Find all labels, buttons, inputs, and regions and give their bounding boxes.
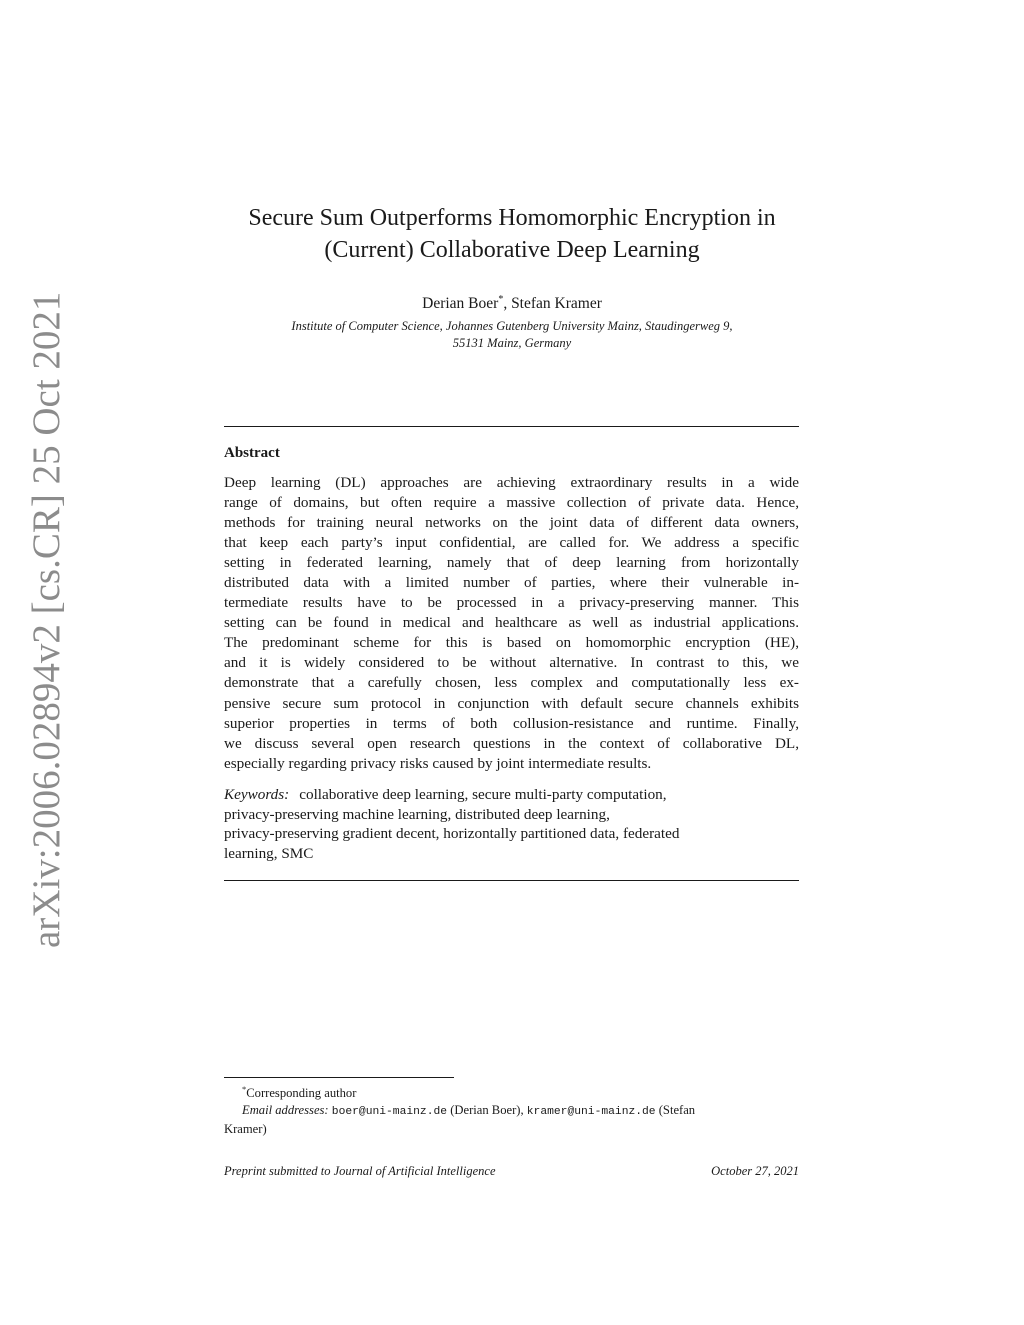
abstract-line: and it is widely considered to be without alternative. In contrast to this, we: [224, 654, 799, 672]
abstract-line: pensive secure sum protocol in conjunction with default secure channels exhibits: [224, 694, 799, 712]
abstract-heading: Abstract: [224, 445, 280, 461]
paper-title: [200, 202, 824, 266]
keywords-line: [224, 785, 799, 805]
email-label: Email addresses:: [242, 1103, 329, 1118]
author-stefan-kramer: , Stefan Kramer: [503, 295, 602, 313]
footnote-corresponding-text: Corresponding author: [246, 1086, 357, 1101]
footnote-marker: *: [242, 1084, 247, 1094]
preprint-date: October 27, 2021: [711, 1164, 799, 1178]
email-name-boer: (Derian Boer),: [447, 1103, 527, 1118]
footnote-continuation: Kramer): [224, 1122, 267, 1137]
keywords-line: learning, SMC: [224, 844, 314, 862]
email-link-kramer[interactable]: kramer@uni-mainz.de: [526, 1106, 656, 1119]
abstract-line: The predominant scheme for this is based on homomorphic encryption (HE),: [224, 634, 799, 652]
abstract-body: [224, 473, 799, 774]
footnote-emails: [224, 1102, 799, 1121]
affiliation-line-1: Institute of Computer Science, Johannes Gutenberg University Mainz, Staudingerweg 9,: [291, 319, 733, 333]
footnote-rule: [224, 1077, 454, 1078]
preprint-note: Preprint submitted to Journal of Artificial Intelligence: [224, 1164, 496, 1178]
abstract-line: Deep learning (DL) approaches are achieving extraordinary results in a wide: [224, 474, 799, 491]
abstract-line: termediate results have to be processed in a privacy-preserving manner. This: [224, 594, 799, 612]
abstract-line: distributed data with a limited number of parties, where their vulnerable in-: [224, 574, 799, 592]
footnote-corresponding: [224, 1081, 799, 1102]
title-line-2: (Current) Collaborative Deep Learning: [324, 237, 700, 263]
abstract-line: that keep each party’s input confidential, are called for. We address a specific: [224, 534, 799, 552]
abstract-line: range of domains, but often require a massive collection of private data. Hence,: [224, 494, 799, 512]
abstract-top-rule: [224, 426, 799, 427]
title-line-1: Secure Sum Outperforms Homomorphic Encryption in: [248, 205, 776, 231]
abstract-line: we discuss several open research questions in the context of collaborative DL,: [224, 734, 799, 752]
affiliation-line-2: 55131 Mainz, Germany: [452, 336, 572, 350]
keywords-line: privacy-preserving gradient decent, horizontally partitioned data, federated: [224, 825, 680, 842]
abstract-line: demonstrate that a carefully chosen, less complex and computationally less ex-: [224, 674, 799, 692]
abstract-line: methods for training neural networks on the joint data of different data owners,: [224, 514, 799, 532]
arxiv-identifier: arXiv:2006.02894v2 [cs.CR] 25 Oct 2021: [25, 291, 68, 948]
abstract-line: superior properties in terms of both collusion-resistance and runtime. Finally,: [224, 714, 799, 732]
affiliation: [200, 318, 824, 352]
abstract-line: setting in federated learning, namely that of deep learning from horizontally: [224, 554, 799, 572]
corresponding-marker: *: [498, 294, 504, 305]
keywords-block: [224, 785, 799, 863]
keywords-line: privacy-preserving machine learning, distributed deep learning,: [224, 805, 610, 823]
keywords-text: collaborative deep learning, secure multi-party computation,: [299, 786, 667, 803]
abstract-line: especially regarding privacy risks caused by joint intermediate results.: [224, 754, 652, 772]
email-link-boer[interactable]: boer@uni-mainz.de: [331, 1106, 448, 1119]
abstract-line: setting can be found in medical and healthcare as well as industrial applications.: [224, 614, 799, 632]
author-derian-boer: Derian Boer: [422, 295, 499, 313]
abstract-bottom-rule: [224, 880, 799, 881]
author-list: [200, 290, 824, 314]
keywords-label: Keywords:: [224, 786, 290, 803]
email-name-kramer: (Stefan: [655, 1103, 696, 1118]
footnote: [224, 1081, 799, 1138]
